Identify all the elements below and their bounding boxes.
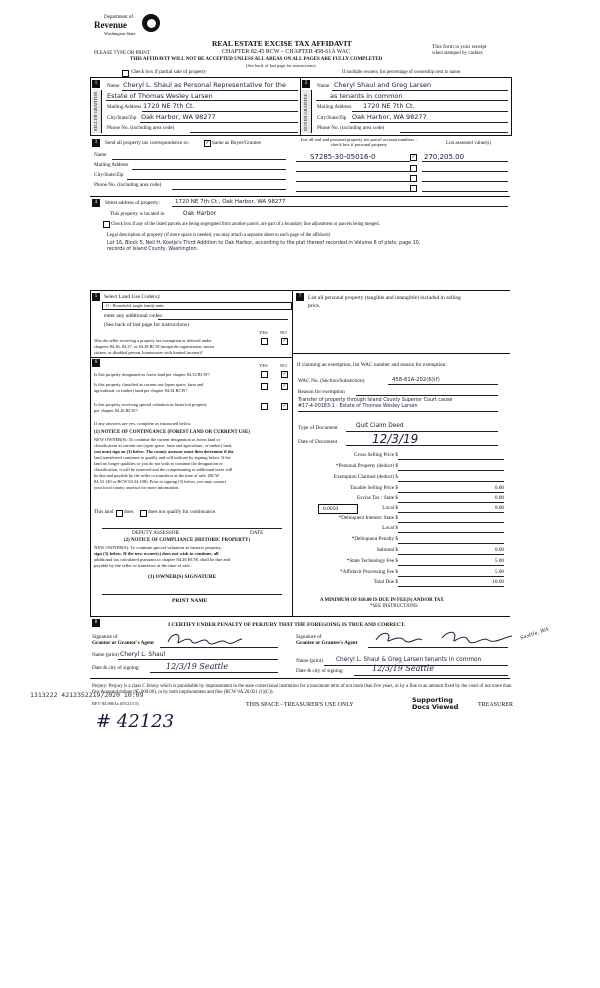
land-does-not-label: does not qualify for continuance. [148, 509, 217, 515]
value-rule-2 [422, 171, 508, 172]
grantee-name-label: Name (print) [296, 658, 323, 664]
lu-q1-line3: citizen, or disabled person, homeowner with limited income)? [94, 350, 203, 355]
grantor-name-rule [118, 659, 278, 660]
buyer-mailing: 1720 NE 7th Ct. [363, 102, 415, 110]
corr-city-rule [127, 179, 286, 180]
delinq-penalty-rule [398, 543, 504, 544]
buyer-phone-label: Phone No. (including area code) [317, 125, 385, 131]
grantee-name: Cheryl L. Shaul & Greg Larsen tenants in common [336, 657, 482, 663]
parcel-rule-1 [296, 161, 410, 162]
seller-phone-rule [190, 132, 298, 133]
section-5-badge: 5 [92, 293, 100, 301]
value-rule-1 [422, 161, 508, 162]
taxable-rule [398, 492, 504, 493]
s6-yes-header: YES [259, 363, 268, 368]
excise-local-rule [398, 512, 504, 513]
print-name-rule [102, 594, 282, 595]
taxable-value: 0.00 [494, 485, 504, 491]
treasurer-label: TREASURER [478, 702, 514, 708]
total-due-label: Total Due $ [373, 579, 398, 585]
same-as-buyer-label: Same as Buyer/Grantee [212, 140, 261, 146]
lower-box-left-rule [90, 290, 91, 616]
seller-name-rule2 [106, 100, 298, 101]
s6-no-header: NO [280, 363, 287, 368]
processing-fee-value: 5.00 [494, 569, 504, 575]
section-4-badge: 4 [92, 199, 100, 207]
wac-rule [388, 384, 498, 385]
legal-label: Legal description of property (if more space is needed, you may attach a separate sheet to each page of the affidavit) [107, 233, 331, 238]
assessed-value: 270,205.00 [424, 153, 465, 161]
delinq-local-rule [398, 532, 504, 533]
notice2-line: sign (3) below. If the new owner(s) does not wish to continue, all [94, 551, 219, 556]
buyer-side-label: BUYER GRANTEE [303, 93, 308, 131]
buyer-phone-rule [400, 132, 508, 133]
exemption-deduct-rule [398, 481, 504, 482]
notice1-title: (1) NOTICE OF CONTINUANCE (FOREST LAND OR CURRENT USE) [94, 430, 250, 435]
tech-fee-rule [398, 565, 504, 566]
land-use-label: Select Land Use Code(s): [104, 294, 161, 300]
s6-q3-yes[interactable] [261, 403, 268, 410]
handwritten-number: # 42123 [96, 711, 175, 732]
form-subtitle: CHAPTER 82.45 RCW – CHAPTER 458-61A WAC [222, 49, 350, 55]
tech-fee-value: 5.00 [494, 558, 504, 564]
lu-no-header: NO [280, 330, 287, 335]
margin-note: Seattle, WA [519, 626, 550, 642]
grantor-date: 12/3/19 Seattle [166, 662, 229, 671]
grantee-signature-icon [372, 628, 522, 648]
rev-number: REV 84 0001a (05/21/15) [92, 701, 139, 706]
seller-name-rule [122, 90, 298, 91]
correspondence-label: Send all property tax correspondence to: [105, 140, 189, 146]
delinq-interest-rule [398, 522, 504, 523]
owner-signature-label: (3) OWNER(S) SIGNATURE [148, 574, 217, 580]
minimum-note: A MINIMUM OF $10.00 IS DUE IN FEE(S) AND/OR TAX [320, 598, 444, 603]
buyer-city: Oak Harbor, WA 98277 [352, 113, 427, 121]
parcel-number: S7285-30-05016-0 [310, 153, 376, 161]
corr-name-label: Name [94, 152, 107, 158]
corr-phone-label: Phone No. (including area code) [94, 182, 162, 188]
seller-name-label: Name [107, 83, 120, 89]
partial-sale-checkbox[interactable] [122, 70, 129, 77]
gross-rule [398, 459, 504, 460]
legal-line2: records of Island County, Washington. [107, 247, 199, 252]
s6-q2-line1: Is this property classified as current use (open space, farm and [94, 382, 204, 387]
notice2-line: payable by the seller or transferor at the time of sale. [94, 563, 191, 568]
delinq-local-label: Local $ [382, 525, 398, 531]
located-in-label: This property is located in [110, 211, 165, 217]
recording-stamp: 1313222 4212352219/2020 10:09 [30, 691, 144, 699]
excise-local-label: Local $ [382, 505, 398, 511]
s6-q3-no[interactable]: ✓ [282, 404, 287, 409]
exemption-claim-label: If claiming an exemption, list WAC number and reason for exemption: [297, 362, 447, 368]
grantor-signature-icon [164, 630, 244, 648]
s6-q1: Is this property designated as forest land per chapter 84.33 RCW? [94, 372, 210, 377]
doc-type-label: Type of Document [298, 425, 338, 431]
processing-fee-label: *Affidavit Processing Fee $ [340, 569, 398, 575]
wac-label: WAC No. (Section/Subsection) [298, 378, 365, 384]
doc-date-rule [346, 445, 498, 446]
excise-state-rule [398, 502, 504, 503]
dor-logo-swoosh-icon [147, 19, 156, 28]
located-in: Oak Harbor [183, 211, 217, 217]
delinq-interest-label: *Delinquent Interest: State $ [338, 515, 398, 521]
parcel-rule-4 [296, 191, 410, 192]
section-1-badge: 1 [92, 80, 100, 88]
personal-property-checkbox-1[interactable]: ✓ [411, 155, 416, 160]
partial-sale-label: Check box if partial sale of property [131, 69, 207, 75]
personal-property-label-2: price. [308, 303, 321, 309]
receipt-note-2: when stamped by cashier. [432, 51, 484, 56]
section-2-badge: 2 [302, 80, 310, 88]
grantor-name-label: Name (print) [92, 652, 119, 658]
notice1-line: your local county assessor for more information. [94, 485, 180, 490]
dept-line1: Department of [104, 15, 134, 20]
buyer-mailing-label: Mailing Address [317, 104, 352, 110]
personal-property-label-1: List all personal property (tangible and intangible) included in selling [308, 295, 461, 301]
s6-if-any: If any answers are yes, complete as instructed below. [94, 421, 192, 426]
corr-mailing-rule [132, 169, 286, 170]
subtotal-label: Subtotal $ [376, 547, 398, 553]
exemption-deduct-label: Exemption Claimed (deduct) $ [333, 474, 398, 480]
grantor-date-label: Date & city of signing: [92, 665, 140, 671]
buyer-city-rule [350, 122, 508, 123]
reason-label: Reason for exemption [298, 389, 345, 395]
corr-phone-rule [172, 189, 286, 190]
lu-q1-no[interactable]: ✓ [282, 339, 287, 344]
notice1-line: NEW OWNER(S): To continue the current designation as forest land or [94, 437, 221, 442]
buyer-mailing-rule [352, 111, 508, 112]
subtotal-rule [398, 554, 504, 555]
grantee-sig-label: Signature of [296, 634, 322, 640]
print-name-label: PRINT NAME [172, 598, 208, 604]
personal-property-checkbox-3[interactable] [410, 175, 417, 182]
grantee-date-label: Date & city of signing: [296, 668, 344, 674]
notice1-line: land transferred continues to qualify and will indicate by signing below. If the [94, 455, 231, 460]
seller-city: Oak Harbor, WA 98277 [141, 113, 216, 121]
gross-label: Gross Selling Price $ [354, 452, 398, 458]
multiple-owners-note: If multiple owners, list percentage of ownership next to name. [342, 70, 462, 75]
section-7-badge: 7 [296, 293, 304, 301]
lu-q1-line1: Was the seller receiving a property tax exemption or deferral under [94, 338, 212, 343]
parcel-rule-2 [296, 171, 410, 172]
supporting-docs-stamp: Supporting Docs Viewed [412, 696, 459, 711]
additional-codes-rule[interactable] [158, 319, 288, 320]
grantee-sig-label2: Grantee or Grantee's Agent [296, 640, 358, 646]
grantor-sig-label: Signature of [92, 634, 118, 640]
section-8-rule [90, 616, 510, 617]
excise-state-value: 0.00 [494, 495, 504, 501]
local-rate: 0.0050 [323, 506, 339, 512]
perjury-text: Perjury: Perjury is a class C felony which is punishable by imprisonment in the state correctional institution for a maximum term of not more than five years, or by a fine in an amount fixed by the court of not more than five thousand dollars ($5,000.00), or by both imprisonment and fine (RCW 9A.20.021 (1)(C)). [92, 684, 512, 695]
excise-state-label: Excise Tax : State $ [356, 495, 398, 501]
notice2-line: additional tax calculated pursuant to chapter 84.26 RCW, shall be due and [94, 557, 230, 562]
seller-mailing: 1720 NE 7th Ct. [143, 102, 195, 110]
processing-fee-rule [398, 576, 504, 577]
assessed-value-header: List assessed value(s) [446, 140, 491, 146]
personal-deduct-rule [398, 470, 504, 471]
see-instructions: *SEE INSTRUCTIONS [370, 604, 418, 609]
notice1-line: 84.33.140 or RCW 84.34.108). Prior to signing (3) below, you may contact [94, 479, 226, 484]
corr-city-label: City/State/Zip [94, 172, 124, 178]
see-back-header: (See back of last page for instructions) [246, 63, 316, 68]
land-use-see-back: (See back of last page for instructions) [104, 322, 189, 328]
seller-name-line1: Cheryl L. Shaul as Personal Representative for the [123, 81, 287, 89]
grantor-sig-label2: Grantor or Grantor's Agent [92, 640, 154, 646]
this-land-label: This land [94, 509, 114, 515]
s6-q1-no[interactable]: ✓ [282, 372, 287, 377]
s6-q2-no[interactable]: ✓ [282, 384, 287, 389]
grantor-date-rule [150, 672, 278, 673]
notice1-line: land no longer qualifies or you do not wish to continue the designation or [94, 461, 223, 466]
notice1-line: you must sign on (3) below. The county assessor must then determine if the [94, 449, 234, 454]
corr-mailing-label: Mailing Address [94, 162, 129, 168]
doc-date-label: Date of Document [298, 439, 338, 445]
buyer-name-rule2 [316, 100, 508, 101]
doc-date: 12/3/19 [372, 432, 419, 446]
subtotal-value: 0.00 [494, 547, 504, 553]
s6-q3-line1: Is this property receiving special valuation as historical property [94, 402, 207, 407]
seller-city-rule [140, 122, 298, 123]
segregated-note: Check box if any of the listed parcels are being segregated from another parcel, are part of a boundary line adjustment or parcels being merged. [111, 222, 380, 227]
corr-name-rule [112, 159, 286, 160]
section-6-rule [90, 357, 292, 358]
reason-line1: Transfer of property through Island County Superior Court cause [298, 398, 453, 403]
lower-box-top-rule [90, 290, 510, 291]
s6-q1-yes[interactable] [261, 371, 268, 378]
section-6-badge: 6 [92, 359, 100, 367]
buyer-name-line1: Cheryl Shaul and Greg Larsen [334, 81, 432, 89]
grantee-date-rule [354, 675, 508, 676]
buyer-name-label: Name [317, 83, 330, 89]
dept-line2: Revenue [94, 20, 127, 30]
reason-line2: #17-4-00183-1 - Estate of Thomas Wesley Larsen [298, 404, 418, 409]
section-8-badge: 8 [92, 619, 100, 627]
please-type: PLEASE TYPE OR PRINT [94, 51, 150, 56]
warning-line: THIS AFFIDAVIT WILL NOT BE ACCEPTED UNLESS ALL AREAS ON ALL PAGES ARE FULLY COMPLETED [130, 57, 383, 62]
seller-mailing-label: Mailing Address [107, 104, 142, 110]
buyer-city-label: City/State/Zip [317, 115, 347, 121]
certify-statement: I CERTIFY UNDER PENALTY OF PERJURY THAT THE FOREGOING IS TRUE AND CORRECT. [168, 622, 406, 628]
same-as-buyer-checkbox[interactable]: ✓ [205, 141, 210, 146]
parcel-header: List all real and personal property tax parcel account numbers – check box if personal property [300, 137, 418, 148]
reason-rule-2 [298, 411, 498, 412]
lu-q1-line2: chapters 84.36, 84.37, or 84.38 RCW (nonprofit organization, senior [94, 344, 215, 349]
personal-property-checkbox-2[interactable] [410, 165, 417, 172]
seller-city-label: City/State/Zip [107, 115, 137, 121]
section-8-bottom-rule [90, 678, 510, 679]
grantor-name: Cheryl L. Shaul [120, 651, 166, 658]
form-title: REAL ESTATE EXCISE TAX AFFIDAVIT [212, 39, 352, 48]
seller-mailing-rule [142, 111, 298, 112]
buyer-name-rule [332, 90, 508, 91]
total-due-rule [398, 586, 504, 587]
doc-type: Quit Claim Deed [356, 423, 404, 429]
seller-side-label: SELLER GRANTOR [93, 91, 98, 131]
exemption-rule [292, 353, 510, 354]
notice1-line: classification as current use (open space, farm and agriculture, or timber) land, [94, 443, 233, 448]
section-3-badge: 3 [92, 139, 100, 147]
doc-type-rule [346, 431, 498, 432]
land-does-not-checkbox[interactable] [140, 510, 147, 517]
segregated-checkbox[interactable] [103, 221, 110, 228]
buyer-name-line2: as tenants in common [330, 92, 403, 100]
notice2-title: (2) NOTICE OF COMPLIANCE (HISTORIC PROPERTY) [124, 538, 251, 543]
seller-name-line2: Estate of Thomas Wesley Larsen [107, 92, 213, 100]
taxable-label: Taxable Selling Price $ [349, 485, 398, 491]
personal-deduct-label: *Personal Property (deduct) $ [335, 463, 398, 469]
value-rule-3 [422, 181, 508, 182]
section-divider [300, 77, 301, 135]
additional-codes-label: enter any additional codes: [104, 313, 164, 319]
street-address: 1720 NE 7th Ct., Oak Harbor, WA 98277 [175, 199, 286, 205]
delinq-penalty-label: *Delinquent Penalty $ [351, 536, 398, 542]
deputy-assessor-rule [102, 528, 282, 529]
legal-line1: Lot 16, Block 5, Neil H. Koetje's Third Addition to Oak Harbor, according to the plat thereof recorded in Volume 6 of plats, page 10, [107, 241, 421, 246]
notice1-line: be due and payable by the seller or transferor at the time of sale. (RCW [94, 473, 220, 478]
lower-box-divider [292, 290, 293, 616]
lu-yes-header: YES [259, 330, 268, 335]
land-use-select[interactable]: 11 - Household, single family units [102, 302, 292, 310]
land-does-checkbox[interactable] [116, 510, 123, 517]
notice1-line: classification, it will be removed and the compensating or additional taxes will [94, 467, 233, 472]
street-label: Street address of property: [105, 200, 160, 206]
treasurer-space: THIS SPACE - TREASURER'S USE ONLY [246, 702, 354, 708]
receipt-note-1: This form is your receipt [432, 44, 487, 50]
value-rule-4 [422, 191, 508, 192]
wac-number: 458-61A-202(6)(f) [392, 377, 440, 383]
excise-local-value: 0.00 [494, 505, 504, 511]
tech-fee-label: *State Technology Fee $ [346, 558, 398, 564]
s6-q2-line2: agricultural, or timber) land per chapter 84.34 RCW? [94, 388, 188, 393]
seller-phone-label: Phone No. (including area code) [107, 125, 175, 131]
lu-q1-yes[interactable] [261, 338, 268, 345]
personal-property-checkbox-4[interactable] [410, 185, 417, 192]
land-does-label: does [124, 509, 134, 515]
deputy-date-label: DATE [250, 530, 264, 536]
s6-q3-line2: per chapter 84.26 RCW? [94, 408, 138, 413]
total-due-value: 10.00 [492, 579, 504, 585]
street-rule [172, 206, 508, 207]
grantee-date: 12/3/19 Seattle [372, 664, 435, 673]
parcel-rule-3 [296, 181, 410, 182]
dept-line3: Washington State [104, 31, 136, 36]
deputy-assessor-label: DEPUTY ASSESSOR [132, 530, 179, 536]
reason-rule [356, 395, 498, 396]
s6-q2-yes[interactable] [261, 383, 268, 390]
notice2-line: NEW OWNER(S): To continue special valuation as historic property, [94, 545, 222, 550]
section-4-rule [90, 196, 510, 197]
